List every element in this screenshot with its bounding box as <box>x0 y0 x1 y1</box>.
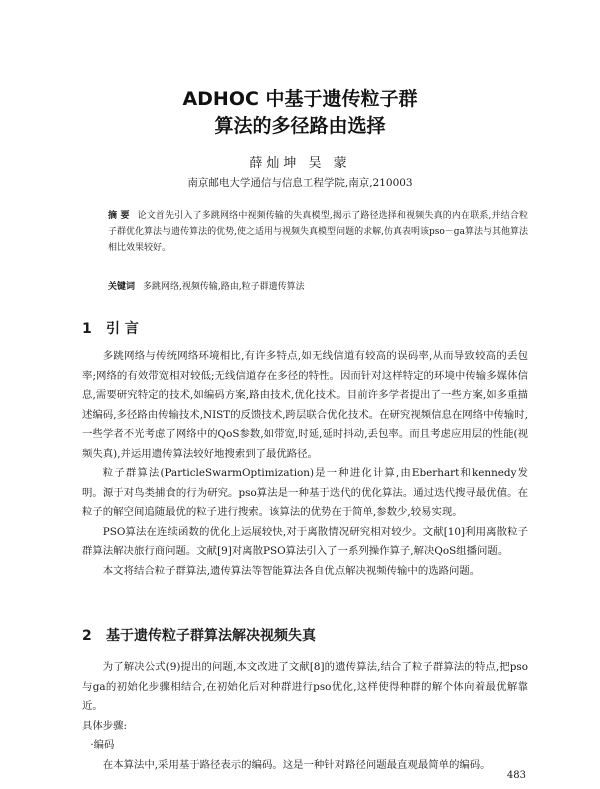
paragraph: 在本算法中,采用基于路径表示的编码。这是一种针对路径问题最直观最简单的编码。 <box>102 758 491 771</box>
paper-title-line1: ADHOC 中基于遗传粒子群 <box>182 88 418 110</box>
bullet-encoding: ·编码 <box>90 739 115 751</box>
paragraph: 为了解决公式(9)提出的问题,本文改进了文献[8]的遗传算法,结合了粒子群算法的特点,把pso与ga的初始化步骤相结合,在初始化后对种群进行pso优化,这样使得种群的解个体向着最优解靠近。 <box>82 661 528 712</box>
keywords-label: 关键词 <box>108 282 136 292</box>
page-number: 483 <box>506 770 526 781</box>
section-1-number: 1 <box>82 321 92 337</box>
abstract-label: 摘 要 <box>108 211 130 221</box>
affiliation: 南京邮电大学通信与信息工程学院,南京,210003 <box>187 177 413 189</box>
section-1-heading <box>82 318 139 338</box>
keywords <box>108 279 528 295</box>
paragraph: 多跳网络与传统网络环境相比,有许多特点,如无线信道有较高的误码率,从而导致较高的丢包率;网络的有效带宽相对较低;无线信道存在多径的特性。因而针对这样特定的环境中传输多媒体信息,需要研究特定的技术,如编码方案,路由技术,优化技术。目前许多学者提出了一些方案,如多重描述编码,多径路由传输技术,NIST的反馈技术,跨层联合优化技术。在研究视频信息在网络中传输时,一些学者不光考虑了网络中的QoS参数,如带宽,时延,延时抖动,丢包率。而且考虑应用层的性能(视频失真),并运用遗传算法较好地搜索到了最优路径。 <box>82 350 528 460</box>
section-2-heading <box>82 625 316 645</box>
section-2-title: 基于遗传粒子群算法解决视频失真 <box>106 628 316 644</box>
keywords-text: 多跳网络,视频传输,路由,粒子群遗传算法 <box>143 282 305 292</box>
section-2-body <box>82 658 528 775</box>
abstract <box>108 208 528 256</box>
section-2-number: 2 <box>82 628 92 644</box>
steps-label: 具体步骤: <box>82 719 128 732</box>
section-1-body <box>82 347 528 581</box>
paper-title-line2: 算法的多径路由选择 <box>214 115 386 137</box>
paragraph: 粒子群算法(ParticleSwarmOptimization)是一种进化计算,由Eberhart和kennedy发明。源于对鸟类捕食的行为研究。pso算法是一种基于迭代的优化算法。通过迭代搜寻最优值。在粒子的解空间追随最优的粒子进行搜索。该算法的优势在于简单,参数少,较易实现。 <box>82 467 528 518</box>
authors: 薛灿坤 吴 蒙 <box>249 156 351 171</box>
paragraph: PSO算法在连续函数的优化上运展较快,对于离散情况研究相对较少。文献[10]利用离散粒子群算法解决旅行商问题。文献[9]对离散PSO算法引入了一系列操作算子,解决QoS组播问题。 <box>82 525 528 557</box>
abstract-text: 论文首先引入了多跳网络中视频传输的失真模型,揭示了路径选择和视频失真的内在联系,并结合粒子群优化算法与遗传算法的优势,使之适用与视频失真模型问题的求解,仿真表明该pso－ga算法与其他算法相比效果较好。 <box>108 211 528 253</box>
section-1-title: 引 言 <box>106 321 139 337</box>
paper-title <box>0 86 600 140</box>
paragraph: 本文将结合粒子群算法,遗传算法等智能算法各自优点解决视频传输中的选路问题。 <box>102 564 481 577</box>
